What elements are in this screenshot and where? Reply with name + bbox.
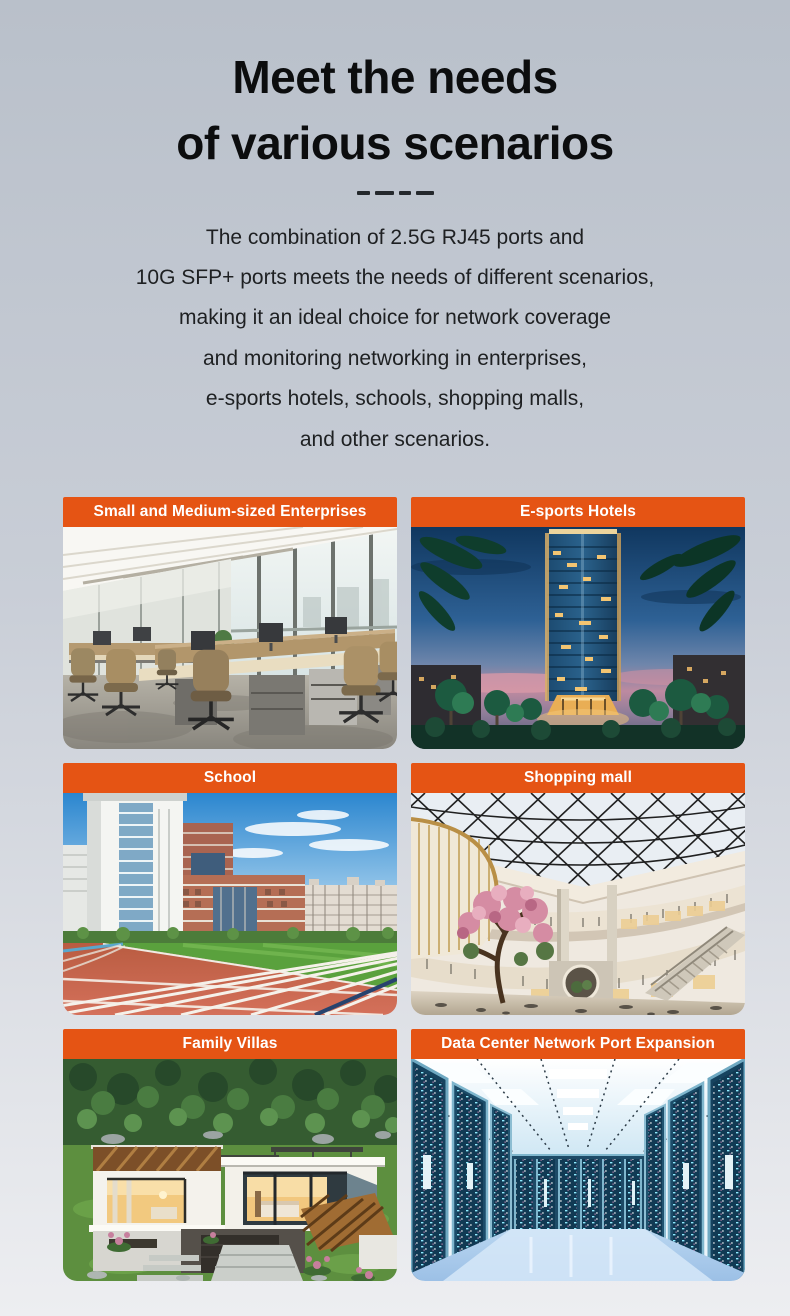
card-school-label: School bbox=[63, 763, 397, 793]
description-line-2: 10G SFP+ ports meets the needs of different scenarios, bbox=[135, 265, 655, 289]
card-villas-label: Family Villas bbox=[63, 1029, 397, 1059]
description-line-3: making it an ideal choice for network coverage bbox=[179, 306, 611, 330]
description-line-6: and other scenarios. bbox=[299, 427, 491, 451]
section-title bbox=[0, 0, 790, 176]
scenario-card-enterprises bbox=[63, 497, 397, 749]
scenario-card-hotels bbox=[411, 497, 745, 749]
card-hotels-label: E-sports Hotels bbox=[411, 497, 745, 527]
dash-1 bbox=[357, 191, 370, 195]
section-title-line2: of various scenarios bbox=[176, 117, 614, 169]
campus-running-track-photo bbox=[63, 793, 397, 1015]
description-line-1: The combination of 2.5G RJ45 ports and bbox=[205, 225, 585, 249]
card-mall-label: Shopping mall bbox=[411, 763, 745, 793]
scenario-card-grid bbox=[63, 497, 745, 1281]
mall-atrium-photo bbox=[411, 793, 745, 1015]
dash-3 bbox=[399, 191, 411, 195]
dash-divider bbox=[357, 191, 434, 195]
section-description bbox=[0, 218, 790, 460]
scenario-card-villas bbox=[63, 1029, 397, 1281]
card-enterprises-label: Small and Medium-sized Enterprises bbox=[63, 497, 397, 527]
scenario-card-school bbox=[63, 763, 397, 1015]
dash-4 bbox=[416, 191, 434, 195]
card-datacenter-label: Data Center Network Port Expansion bbox=[411, 1029, 745, 1059]
scenario-card-mall bbox=[411, 763, 745, 1015]
scenario-card-datacenter bbox=[411, 1029, 745, 1281]
description-line-4: and monitoring networking in enterprises, bbox=[202, 346, 588, 370]
description-line-5: e-sports hotels, schools, shopping malls, bbox=[205, 387, 585, 411]
dash-2 bbox=[375, 191, 394, 195]
modern-villa-photo bbox=[63, 1059, 397, 1281]
server-room-photo bbox=[411, 1059, 745, 1281]
section-title-line1: Meet the needs bbox=[232, 51, 558, 103]
hotel-tower-at-dusk-photo bbox=[411, 527, 745, 749]
open-plan-office-photo bbox=[63, 527, 397, 749]
